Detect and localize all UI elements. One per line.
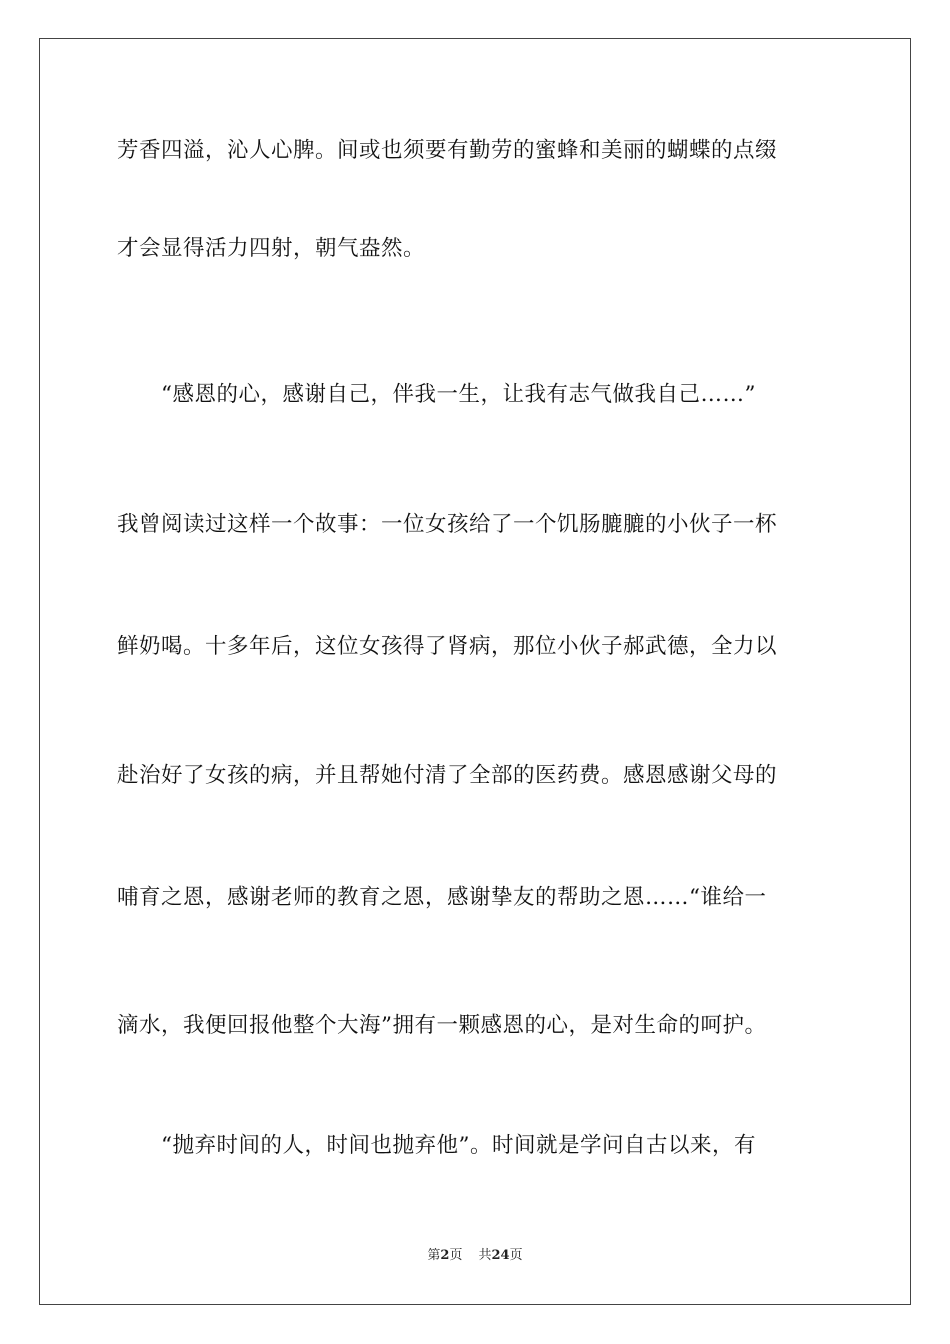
text-line-5: 鲜奶喝。十多年后，这位女孩得了肾病，那位小伙子郝武德，全力以 — [117, 634, 778, 659]
text-line-8: 滴水，我便回报他整个大海”拥有一颗感恩的心，是对生命的呵护。 — [117, 1013, 767, 1038]
total-prefix: 共 — [478, 1248, 492, 1263]
page-prefix: 第 — [427, 1248, 441, 1263]
page-footer — [0, 1247, 950, 1265]
text-line-1: 芳香四溢，沁人心脾。间或也须要有勤劳的蜜蜂和美丽的蝴蝶的点缀 — [117, 138, 778, 163]
total-pages: 24 — [491, 1248, 510, 1263]
text-line-2: 才会显得活力四射，朝气盎然。 — [117, 236, 426, 261]
text-line-6: 赴治好了女孩的病，并且帮她付清了全部的医药费。感恩感谢父母的 — [117, 763, 778, 788]
page-suffix: 页 — [449, 1248, 463, 1263]
text-line-7: 哺育之恩，感谢老师的教育之恩，感谢挚友的帮助之恩……“谁给一 — [117, 885, 767, 910]
text-line-9: “抛弃时间的人，时间也抛弃他”。时间就是学问自古以来，有 — [117, 1133, 756, 1158]
page-number: 2 — [440, 1248, 450, 1263]
page-border — [39, 38, 911, 1305]
total-suffix: 页 — [509, 1248, 523, 1263]
text-line-4: 我曾阅读过这样一个故事：一位女孩给了一个饥肠膔膔的小伙子一杯 — [117, 512, 778, 537]
text-line-3: “感恩的心，感谢自己，伴我一生，让我有志气做我自己……” — [117, 382, 756, 407]
